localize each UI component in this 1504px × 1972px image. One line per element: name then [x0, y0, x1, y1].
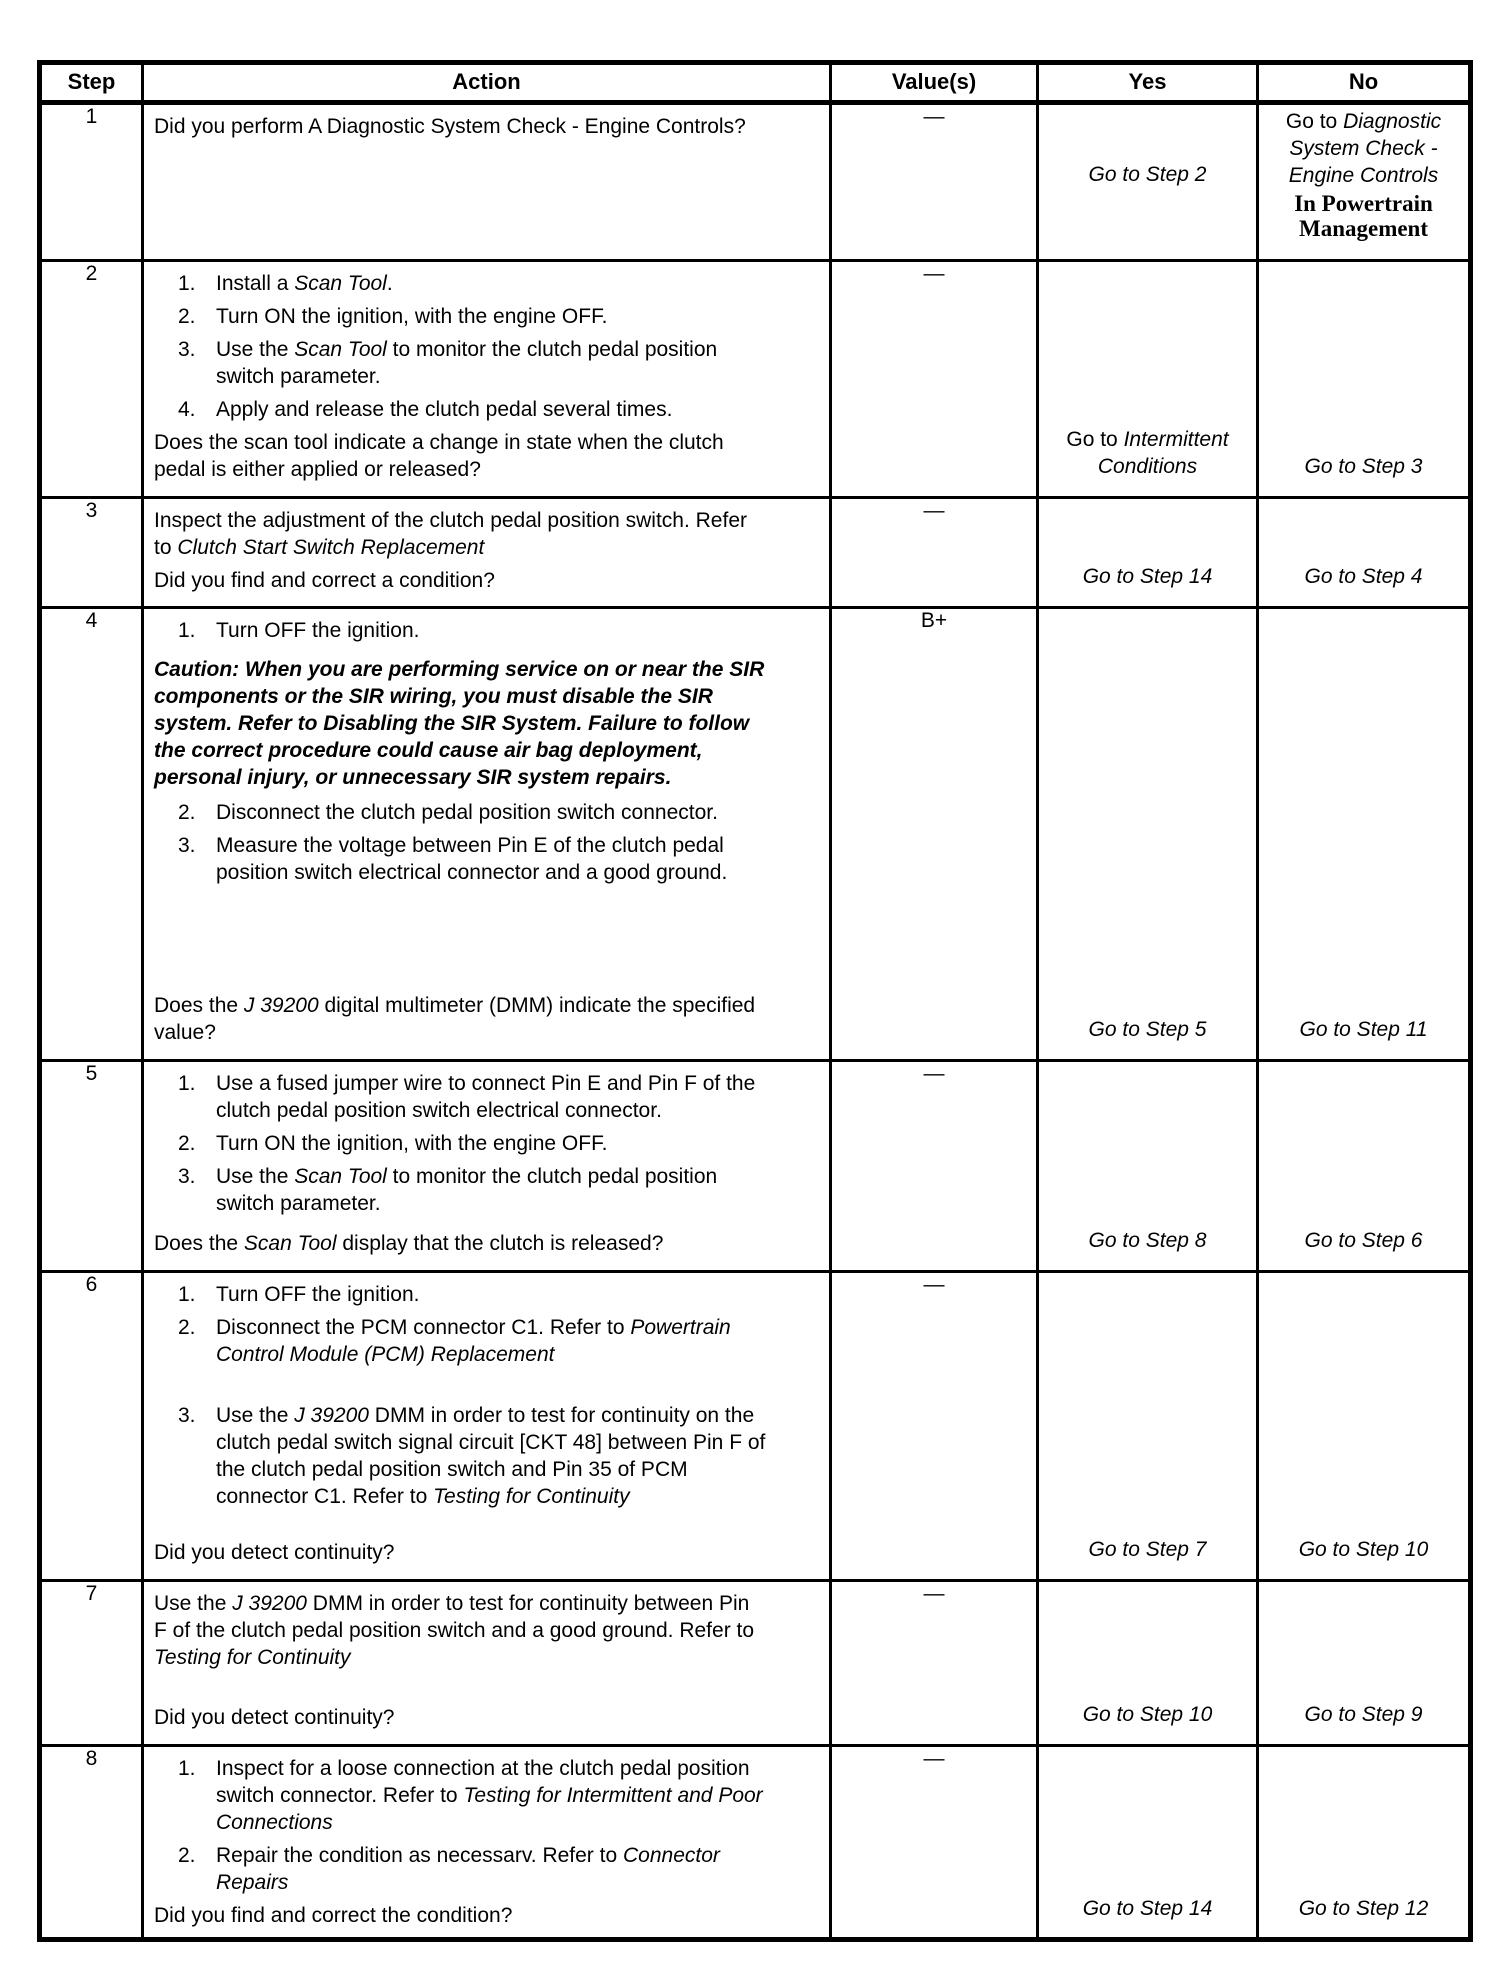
action-cell	[143, 1746, 831, 1940]
goto-text	[1267, 108, 1460, 189]
action-item	[154, 303, 766, 330]
text-segment: Intermittent Conditions	[1097, 428, 1229, 478]
goto-text	[1083, 1701, 1213, 1728]
value-cell: —	[831, 1061, 1038, 1272]
text-segment: Use the	[216, 1165, 295, 1188]
yes-content	[1039, 1582, 1256, 1741]
item-text	[216, 270, 766, 297]
action-item	[154, 1402, 766, 1510]
text-segment: Diagnostic System Check - Engine Controls	[1288, 110, 1442, 187]
text-segment: J 39200	[243, 994, 319, 1017]
question-text	[154, 1902, 766, 1929]
yes-content	[1039, 1747, 1256, 1935]
no-content	[1259, 609, 1468, 1056]
yes-content	[1039, 1062, 1256, 1267]
text-segment: Use the	[216, 338, 295, 361]
value-cell: —	[831, 1272, 1038, 1581]
yes-cell	[1038, 1272, 1258, 1581]
item-text	[216, 617, 766, 644]
text-segment: Apply and release the clutch pedal several times.	[216, 398, 673, 421]
yes-cell	[1038, 1061, 1258, 1272]
text-segment: Go to	[1285, 110, 1344, 133]
no-content	[1259, 1747, 1468, 1935]
step-cell: 5	[40, 1061, 143, 1272]
no-cell	[1258, 261, 1471, 498]
text-segment: Caution: When you are performing service on or near the SIR components or the SIR wiring, you must disable the SIR system. Refer to Disabling the SIR System. Failure to follow the correct procedure could cause air bag deployment, personal injury, or unnecessary SIR system repairs.	[154, 658, 765, 789]
text-segment: Go to Step 6	[1304, 1229, 1423, 1252]
column-header-values: Value(s)	[831, 63, 1038, 103]
item-text	[216, 1070, 766, 1124]
table-row	[40, 261, 1471, 498]
action-item	[154, 799, 766, 826]
no-cell	[1258, 1272, 1471, 1581]
action-cell	[143, 1061, 831, 1272]
action-content	[144, 1273, 829, 1576]
text-segment: Use the	[154, 1592, 233, 1615]
goto-text	[1083, 563, 1213, 590]
item-text	[216, 1163, 766, 1217]
text-segment: Go to Step 4	[1304, 565, 1423, 588]
yes-content	[1039, 609, 1256, 1056]
goto-text	[1089, 161, 1207, 188]
item-text	[216, 303, 766, 330]
item-number: 4.	[178, 398, 196, 421]
step-cell: 7	[40, 1581, 143, 1746]
yes-cell	[1038, 1581, 1258, 1746]
action-content	[144, 1582, 829, 1741]
text-segment: Go to Step 11	[1299, 1018, 1428, 1041]
goto-text	[1089, 1016, 1207, 1043]
value-cell: —	[831, 1581, 1038, 1746]
text-segment: Turn ON the ignition, with the engine OFF.	[216, 1132, 608, 1155]
yes-cell	[1038, 103, 1258, 261]
item-text	[216, 1842, 766, 1896]
yes-content	[1039, 105, 1256, 257]
text-segment: Does the scan tool indicate a change in state when the clutch pedal is either applied or released?	[154, 431, 724, 481]
text-segment: Inspect the adjustment of the clutch pedal position switch. Refer to	[154, 509, 747, 559]
goto-text	[1047, 426, 1248, 480]
text-segment: Powertrain Control Module (PCM) Replacement	[216, 1316, 731, 1366]
table-row	[40, 1581, 1471, 1746]
text-segment: Go to Step 9	[1304, 1703, 1423, 1726]
action-cell	[143, 498, 831, 608]
action-content	[144, 1062, 829, 1267]
goto-text	[1083, 1895, 1213, 1922]
question-text	[154, 1704, 766, 1731]
text-segment: Go to Step 2	[1088, 163, 1207, 186]
text-segment: Did you find and correct a condition?	[154, 569, 495, 592]
step-cell: 3	[40, 498, 143, 608]
action-paragraph	[154, 507, 766, 561]
text-segment: Scan Tool	[294, 338, 387, 361]
question-text	[154, 1230, 766, 1257]
action-paragraph	[154, 1590, 766, 1671]
yes-cell	[1038, 498, 1258, 608]
item-number: 1.	[178, 1283, 196, 1306]
text-segment: Did you detect continuity?	[154, 1541, 395, 1564]
value-cell: —	[831, 261, 1038, 498]
text-segment: Did you find and correct the condition?	[154, 1904, 513, 1927]
no-content	[1259, 105, 1468, 257]
text-segment: In Powertrain Management	[1294, 191, 1433, 241]
text-segment: Inspect for a loose connection at the clutch pedal position switch connector. Refer to	[216, 1757, 750, 1807]
column-header-no: No	[1258, 63, 1471, 103]
action-cell	[143, 608, 831, 1061]
item-number: 3.	[178, 834, 196, 857]
text-segment: Scan Tool	[294, 1165, 387, 1188]
no-content	[1259, 1062, 1468, 1267]
text-segment: Go to Step 5	[1088, 1018, 1207, 1041]
action-item	[154, 336, 766, 390]
item-text	[216, 1314, 766, 1368]
text-segment: Testing for Continuity	[433, 1485, 630, 1508]
action-cell	[143, 103, 831, 261]
text-segment: Use the	[216, 1404, 295, 1427]
action-item	[154, 1130, 766, 1157]
item-number: 1.	[178, 272, 196, 295]
goto-text	[1299, 1536, 1429, 1563]
yes-cell	[1038, 608, 1258, 1061]
table-row	[40, 1272, 1471, 1581]
yes-cell	[1038, 261, 1258, 498]
text-segment: Did you perform A Diagnostic System Check - Engine Controls?	[154, 115, 746, 138]
text-segment: to monitor the clutch pedal position switch parameter.	[216, 1165, 718, 1215]
goto-text	[1305, 1227, 1423, 1254]
no-cell	[1258, 498, 1471, 608]
item-text	[216, 1281, 766, 1308]
column-header-action: Action	[143, 63, 831, 103]
text-segment: Measure the voltage between Pin E of the clutch pedal position switch electrical connector and a good ground.	[216, 834, 728, 884]
table-body	[40, 103, 1471, 1940]
value-cell: —	[831, 1746, 1038, 1940]
text-segment: to monitor the clutch pedal position switch parameter.	[216, 338, 718, 388]
action-item	[154, 832, 766, 886]
value-cell: B+	[831, 608, 1038, 1061]
item-number: 2.	[178, 1132, 196, 1155]
header-row	[40, 63, 1471, 103]
text-segment: Go to Step 7	[1088, 1538, 1207, 1561]
table-row	[40, 1061, 1471, 1272]
no-cell	[1258, 1061, 1471, 1272]
no-cell	[1258, 103, 1471, 261]
text-segment: digital multimeter (DMM) indicate the specified value?	[154, 994, 756, 1044]
table-row	[40, 103, 1471, 261]
table-row	[40, 608, 1471, 1061]
goto-text	[1089, 1227, 1207, 1254]
item-number: 2.	[178, 1844, 196, 1867]
action-cell	[143, 261, 831, 498]
action-cell	[143, 1272, 831, 1581]
text-segment: Go to Step 10	[1082, 1703, 1213, 1726]
text-segment: Turn ON the ignition, with the engine OFF.	[216, 305, 608, 328]
goto-text	[1305, 453, 1423, 480]
yes-content	[1039, 262, 1256, 493]
step-cell: 2	[40, 261, 143, 498]
goto-text	[1299, 1895, 1429, 1922]
text-segment: Clutch Start Switch Replacement	[177, 536, 485, 559]
action-item	[154, 617, 766, 644]
step-cell: 4	[40, 608, 143, 1061]
caution-text	[154, 656, 766, 791]
item-number: 2.	[178, 1316, 196, 1339]
question-text	[154, 992, 766, 1046]
action-item	[154, 396, 766, 423]
value-cell: —	[831, 103, 1038, 261]
text-segment: Does the	[154, 994, 244, 1017]
text-segment: DMM in order to test for continuity between Pin F of the clutch pedal position switch and a good ground. Refer to	[154, 1592, 755, 1642]
text-segment: J 39200	[294, 1404, 369, 1427]
text-segment: display that the clutch is released?	[336, 1232, 664, 1255]
item-text	[216, 799, 766, 826]
text-segment: Install a	[216, 272, 295, 295]
no-cell	[1258, 608, 1471, 1061]
text-segment: Testing for Intermittent and Poor Connections	[216, 1784, 763, 1834]
action-item	[154, 1842, 766, 1896]
action-item	[154, 1070, 766, 1124]
text-segment: Does the	[154, 1232, 244, 1255]
step-cell: 6	[40, 1272, 143, 1581]
action-content	[144, 609, 829, 1056]
item-text	[216, 832, 766, 886]
item-number: 1.	[178, 1072, 196, 1095]
text-segment: Did you detect continuity?	[154, 1706, 395, 1729]
action-content	[144, 262, 829, 493]
action-item	[154, 270, 766, 297]
text-segment: Connector Repairs	[216, 1844, 720, 1894]
text-segment: Go to Step 3	[1304, 455, 1423, 478]
action-item	[154, 1314, 766, 1368]
text-segment: J 39200	[232, 1592, 307, 1615]
item-number: 3.	[178, 1404, 196, 1427]
text-segment: Go to	[1066, 428, 1124, 451]
goto-text	[1305, 563, 1423, 590]
yes-cell	[1038, 1746, 1258, 1940]
diagnostic-steps-table	[37, 60, 1473, 1942]
text-segment: Repair the condition as necessarv. Refer to	[216, 1844, 623, 1867]
item-number: 3.	[178, 338, 196, 361]
yes-content	[1039, 1273, 1256, 1576]
action-item	[154, 1163, 766, 1217]
item-text	[216, 1755, 766, 1836]
text-segment: .	[386, 272, 393, 295]
powertrain-note	[1267, 191, 1460, 241]
question-text	[154, 429, 766, 483]
no-content	[1259, 262, 1468, 493]
action-content	[144, 1747, 829, 1935]
column-header-yes: Yes	[1038, 63, 1258, 103]
action-item	[154, 1755, 766, 1836]
action-item	[154, 1281, 766, 1308]
goto-text	[1089, 1536, 1207, 1563]
item-number: 2.	[178, 801, 196, 824]
text-segment: Scan Tool	[294, 272, 387, 295]
step-cell: 8	[40, 1746, 143, 1940]
no-content	[1259, 1582, 1468, 1741]
question-text	[154, 1539, 766, 1566]
text-segment: Turn OFF the ignition.	[216, 1283, 420, 1306]
action-content	[144, 105, 829, 257]
table-header	[40, 63, 1471, 103]
text-segment: Disconnect the clutch pedal position switch connector.	[216, 801, 718, 824]
text-segment: Go to Step 12	[1298, 1897, 1429, 1920]
item-number: 1.	[178, 1757, 196, 1780]
item-number: 3.	[178, 1165, 196, 1188]
item-text	[216, 1402, 766, 1510]
action-content	[144, 499, 829, 603]
item-text	[216, 1130, 766, 1157]
no-cell	[1258, 1746, 1471, 1940]
no-content	[1259, 1273, 1468, 1576]
table-row	[40, 1746, 1471, 1940]
yes-content	[1039, 499, 1256, 603]
goto-text	[1299, 1016, 1427, 1043]
goto-text	[1305, 1701, 1423, 1728]
no-cell	[1258, 1581, 1471, 1746]
item-number: 1.	[178, 619, 196, 642]
table-row	[40, 498, 1471, 608]
value-cell: —	[831, 498, 1038, 608]
text-segment: Use a fused jumper wire to connect Pin E and Pin F of the clutch pedal position switch electrical connector.	[216, 1072, 756, 1122]
text-segment: DMM in order to test for continuity on the clutch pedal switch signal circuit [CKT 48] between Pin F of the clutch pedal position switch and Pin 35 of PCM connector C1. Refer to	[216, 1404, 766, 1508]
text-segment: Turn OFF the ignition.	[216, 619, 420, 642]
action-paragraph	[154, 113, 766, 140]
step-cell: 1	[40, 103, 143, 261]
text-segment: Go to Step 14	[1082, 565, 1213, 588]
no-content	[1259, 499, 1468, 603]
text-segment: Testing for Continuity	[154, 1646, 351, 1669]
text-segment: Scan Tool	[243, 1232, 337, 1255]
text-segment: Go to Step 8	[1088, 1229, 1207, 1252]
action-cell	[143, 1581, 831, 1746]
column-header-step: Step	[40, 63, 143, 103]
item-text	[216, 396, 766, 423]
text-segment: Go to Step 14	[1082, 1897, 1213, 1920]
item-number: 2.	[178, 305, 196, 328]
text-segment: Go to Step 10	[1298, 1538, 1429, 1561]
text-segment: Disconnect the PCM connector C1. Refer to	[216, 1316, 631, 1339]
item-text	[216, 336, 766, 390]
question-text	[154, 567, 766, 594]
